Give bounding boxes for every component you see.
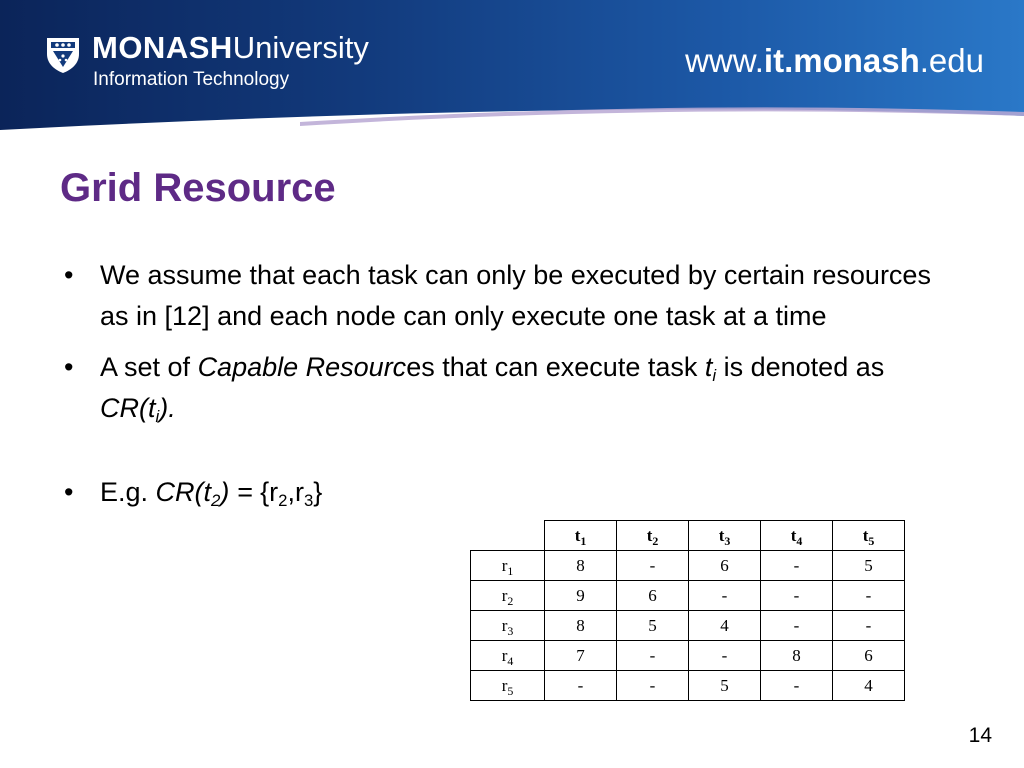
header-base: t [862,525,869,545]
column-header [761,521,833,551]
text-run: is denoted as [716,352,885,382]
brand-monash: MONASH [92,30,233,65]
table-cell: 8 [761,641,833,671]
row-base: r [501,645,508,665]
set-subscript: 2 [278,491,288,510]
row-base: r [501,585,508,605]
table-cell: 5 [833,551,905,581]
text-run: es that can execute task [406,352,705,382]
text-run: A set of [100,352,198,382]
url-suffix: .edu [919,42,984,79]
symbol-t-i [704,352,717,385]
notation-cr-t2 [155,477,261,510]
table-cell: 6 [689,551,761,581]
url-prefix: www. [685,42,764,79]
bullet-marker: • [64,352,74,382]
table-cell: 7 [545,641,617,671]
website-url [685,42,984,80]
header-banner [0,0,1024,130]
row-sub: 3 [507,623,514,638]
table-cell: - [617,551,689,581]
table-cell: 6 [617,581,689,611]
row-header [471,581,545,611]
table-cell: 5 [617,611,689,641]
table-cell: - [689,581,761,611]
row-base: r [501,615,508,635]
table-cell: 5 [689,671,761,701]
set-sep: ,r [287,477,304,507]
header-base: t [574,525,581,545]
header-sub: 1 [580,533,587,548]
table-corner-cell [471,521,545,551]
resource-task-table [470,520,905,701]
notation-base: CR(t [155,477,212,507]
bullet-list [60,255,940,513]
url-domain: it.monash [763,42,920,79]
table-row [471,641,905,671]
notation-base: CR(t [100,393,156,423]
header-sub: 3 [724,533,731,548]
header-sub: 4 [796,533,803,548]
header-sub: 5 [868,533,875,548]
table-cell: 8 [545,611,617,641]
table-cell: - [545,671,617,701]
bullet-marker: • [64,260,74,290]
text-run: E.g. [100,477,156,507]
header-sub: 2 [652,533,659,548]
table-row [471,611,905,641]
table-cell: - [617,671,689,701]
table-cell: 4 [833,671,905,701]
notation-subscript: 2 [211,491,221,510]
table-row [471,581,905,611]
table-row [471,551,905,581]
bullet-item-example [60,472,940,513]
set-close: } [313,477,323,507]
table-row [471,671,905,701]
table-cell: - [761,551,833,581]
table-cell: - [617,641,689,671]
table-cell: - [761,611,833,641]
row-sub: 4 [507,653,514,668]
row-sub: 5 [507,683,514,698]
term-capable-resources: Capable Resourc [197,352,407,382]
set-subscript: 3 [303,491,314,510]
row-header [471,551,545,581]
row-base: r [501,555,508,575]
university-logo-text [92,30,369,68]
table-cell: - [689,641,761,671]
table-header-row [471,521,905,551]
table-cell: 9 [545,581,617,611]
table-cell: 6 [833,641,905,671]
monash-crest-icon [45,34,81,74]
table-cell: - [833,611,905,641]
set-open: {r [260,477,279,507]
bullet-item-assumption [60,255,940,337]
table-cell: 8 [545,551,617,581]
table-cell: - [761,581,833,611]
notation-close: ). [159,393,176,423]
table-cell: - [761,671,833,701]
slide-title: Grid Resource [60,166,336,210]
symbol-subscript: i [712,366,717,385]
table-cell: - [833,581,905,611]
row-sub: 1 [507,563,514,578]
bullet-marker: • [64,477,74,507]
brand-university: University [232,30,369,65]
column-header [617,521,689,551]
page-number: 14 [968,724,992,747]
example-set [260,477,323,510]
header-base: t [718,525,725,545]
notation-subscript: i [155,407,160,426]
notation-cr-ti [100,393,176,426]
row-sub: 2 [507,593,514,608]
notation-equals: ) = [220,477,261,507]
row-header [471,611,545,641]
bullet-item-capable-resources [60,347,940,429]
bullet-text: We assume that each task can only be executed by certain resources as in [12] and each node can only execute one task at a time [100,260,931,331]
row-header [471,671,545,701]
table-cell: 4 [689,611,761,641]
row-header [471,641,545,671]
header-base: t [790,525,797,545]
faculty-name: Information Technology [93,69,290,90]
column-header [833,521,905,551]
column-header [545,521,617,551]
symbol-base: t [704,352,713,382]
column-header [689,521,761,551]
header-base: t [646,525,653,545]
row-base: r [501,675,508,695]
